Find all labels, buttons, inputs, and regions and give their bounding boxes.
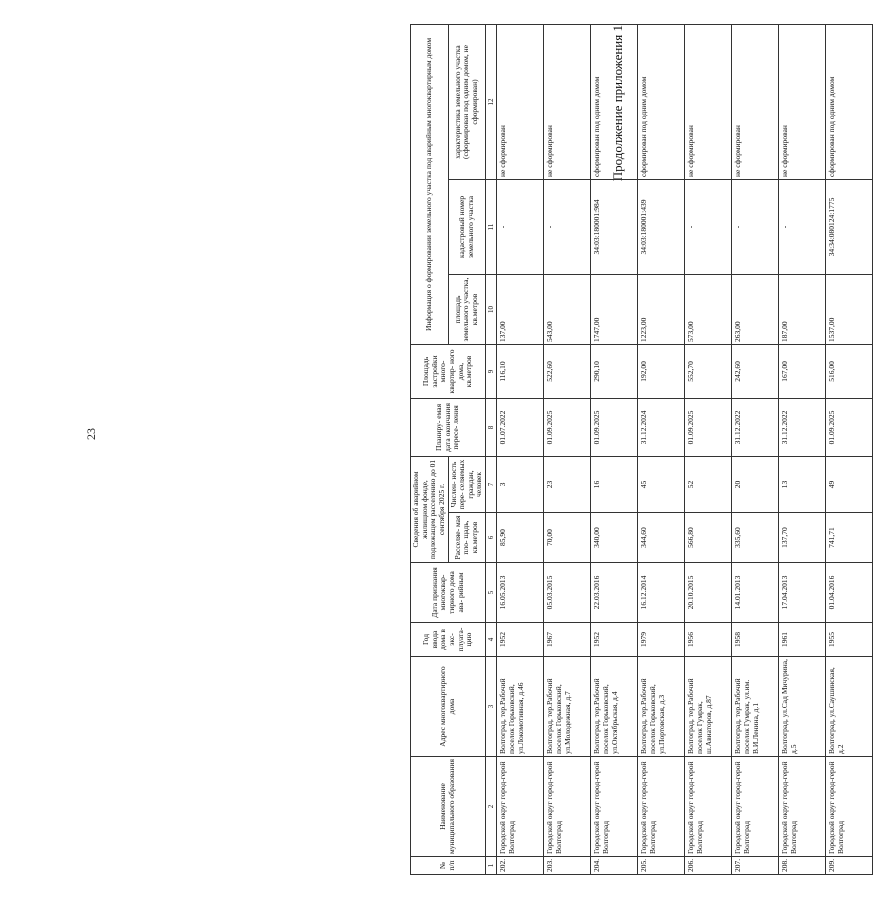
address-cell: Волгоград, тер.Рабочий поселок Горьковский, ул.Октябрьская, д.4 xyxy=(591,657,638,757)
row-number: 208. xyxy=(779,857,826,875)
row-number: 206. xyxy=(685,857,732,875)
row-number: 205. xyxy=(638,857,685,875)
address-cell: Волгоград, тер.Рабочий поселок Горьковский, ул.Локомотивная, д.46 xyxy=(497,657,544,757)
land-char-cell: не сформирован xyxy=(685,24,732,179)
header-group-fund: Сведения об аварийном жилищном фонде, подлежащем расселению до 01 сентября 2025 г. xyxy=(411,456,449,562)
address-cell: Волгоград, тер.Рабочий поселок Горьковский, ул.Портовская, д.3 xyxy=(638,657,685,757)
residents-cell: 23 xyxy=(544,456,591,512)
land-char-cell: не сформирован xyxy=(497,24,544,179)
date-cell: 14.01.2013 xyxy=(732,563,779,623)
table-row xyxy=(685,24,732,874)
building-area-cell: 290,10 xyxy=(591,344,638,398)
date-cell: 16.12.2014 xyxy=(638,563,685,623)
header-address: Адрес многоквартирного дома xyxy=(411,657,486,757)
municipality-cell: Городской округ город-герой Волгоград xyxy=(591,757,638,857)
planned-end-cell: 01.09.2025 xyxy=(826,398,873,456)
header-no: № п/п xyxy=(411,857,486,875)
year-cell: 1952 xyxy=(591,623,638,657)
planned-end-cell: 31.12.2022 xyxy=(732,398,779,456)
table-row xyxy=(779,24,826,874)
residents-cell: 16 xyxy=(591,456,638,512)
year-cell: 1956 xyxy=(685,623,732,657)
row-number: 202. xyxy=(497,857,544,875)
building-area-cell: 552,70 xyxy=(685,344,732,398)
area-cell: 70,00 xyxy=(544,513,591,563)
year-cell: 1967 xyxy=(544,623,591,657)
row-number: 209. xyxy=(826,857,873,875)
col-number: 10 xyxy=(486,274,497,344)
land-char-cell: сформирован под одним домом xyxy=(638,24,685,179)
building-area-cell: 516,00 xyxy=(826,344,873,398)
table-row xyxy=(497,24,544,874)
planned-end-cell: 01.09.2025 xyxy=(544,398,591,456)
cadastral-cell: - xyxy=(779,179,826,274)
row-number: 207. xyxy=(732,857,779,875)
building-area-cell: 522,60 xyxy=(544,344,591,398)
municipality-cell: Городской округ город-герой Волгоград xyxy=(544,757,591,857)
date-cell: 16.05.2013 xyxy=(497,563,544,623)
cadastral-cell: 34:34:080124:1775 xyxy=(826,179,873,274)
table-row xyxy=(544,24,591,874)
col-number: 1 xyxy=(486,857,497,875)
header-date-recognized: Дата признания многоквар- тирного дома ава- рийным xyxy=(411,563,486,623)
col-number: 3 xyxy=(486,657,497,757)
cadastral-cell: 34:03:180001:984 xyxy=(591,179,638,274)
year-cell: 1961 xyxy=(779,623,826,657)
date-cell: 17.04.2013 xyxy=(779,563,826,623)
area-cell: 566,80 xyxy=(685,513,732,563)
building-area-cell: 116,10 xyxy=(497,344,544,398)
residents-cell: 45 xyxy=(638,456,685,512)
col-number: 9 xyxy=(486,344,497,398)
municipality-cell: Городской округ город-герой Волгоград xyxy=(732,757,779,857)
date-cell: 22.03.2016 xyxy=(591,563,638,623)
building-area-cell: 167,00 xyxy=(779,344,826,398)
col-number: 12 xyxy=(486,24,497,179)
planned-end-cell: 01.07.2022 xyxy=(497,398,544,456)
header-resettled-area: Расселяе- мая пло- щадь, кв.метров xyxy=(448,513,486,563)
residents-cell: 49 xyxy=(826,456,873,512)
planned-end-cell: 01.09.2025 xyxy=(591,398,638,456)
land-area-cell: 573,00 xyxy=(685,274,732,344)
date-cell: 01.04.2016 xyxy=(826,563,873,623)
cadastral-cell: - xyxy=(732,179,779,274)
municipality-cell: Городской округ город-герой Волгоград xyxy=(826,757,873,857)
land-area-cell: 1747,00 xyxy=(591,274,638,344)
municipality-cell: Городской округ город-герой Волгоград xyxy=(497,757,544,857)
address-cell: Волгоград, тер.Рабочий поселок Гумрак, ш.Авиаторов, д.87 xyxy=(685,657,732,757)
cadastral-cell: - xyxy=(497,179,544,274)
col-number: 6 xyxy=(486,513,497,563)
residents-cell: 3 xyxy=(497,456,544,512)
annex-caption: Продолжение приложения 1 xyxy=(610,25,625,182)
planned-end-cell: 01.09.2025 xyxy=(685,398,732,456)
building-area-cell: 192,00 xyxy=(638,344,685,398)
address-cell: Волгоград, тер.Рабочий поселок Гумрак, ул.им. В.И.Ленина, д.1 xyxy=(732,657,779,757)
page-number: 23 xyxy=(84,428,98,440)
year-cell: 1955 xyxy=(826,623,873,657)
land-area-cell: 1537,00 xyxy=(826,274,873,344)
municipality-cell: Городской округ город-герой Волгоград xyxy=(638,757,685,857)
table-row xyxy=(826,24,873,874)
col-number: 5 xyxy=(486,563,497,623)
emergency-housing-table xyxy=(410,24,873,875)
table-row xyxy=(638,24,685,874)
header-planned-end: Планиру- емая дата окончания пересе- ления xyxy=(411,398,486,456)
cadastral-cell: - xyxy=(685,179,732,274)
table-row xyxy=(732,24,779,874)
year-cell: 1958 xyxy=(732,623,779,657)
header-building-area: Площадь застройки много- квартир- ного дома, кв.метров xyxy=(411,344,486,398)
area-cell: 335,60 xyxy=(732,513,779,563)
cadastral-cell: 34:03:180001:439 xyxy=(638,179,685,274)
address-cell: Волгоград, тер.Рабочий поселок Горьковский, ул.Молодежная, д.7 xyxy=(544,657,591,757)
row-number: 204. xyxy=(591,857,638,875)
residents-cell: 52 xyxy=(685,456,732,512)
cadastral-cell: - xyxy=(544,179,591,274)
land-area-cell: 187,00 xyxy=(779,274,826,344)
planned-end-cell: 31.12.2024 xyxy=(638,398,685,456)
col-number: 7 xyxy=(486,456,497,512)
residents-cell: 20 xyxy=(732,456,779,512)
col-number: 11 xyxy=(486,179,497,274)
header-group-land: Информация о формировании земельного участка под аварийным многоквартирным домом xyxy=(411,24,449,344)
date-cell: 20.10.2015 xyxy=(685,563,732,623)
col-number: 2 xyxy=(486,757,497,857)
land-char-cell: не сформирован xyxy=(732,24,779,179)
area-cell: 85,90 xyxy=(497,513,544,563)
col-number: 8 xyxy=(486,398,497,456)
area-cell: 340,00 xyxy=(591,513,638,563)
land-area-cell: 1223,00 xyxy=(638,274,685,344)
area-cell: 741,71 xyxy=(826,513,873,563)
header-municipality: Наименование муниципального образования xyxy=(411,757,486,857)
year-cell: 1952 xyxy=(497,623,544,657)
column-number-row xyxy=(486,24,497,874)
land-area-cell: 263,00 xyxy=(732,274,779,344)
header-residents: Числен- ность пере- селяемых граждан, человек xyxy=(448,456,486,512)
table-row xyxy=(591,24,638,874)
planned-end-cell: 31.12.2022 xyxy=(779,398,826,456)
header-land-area: площадь земельного участка, кв.метров xyxy=(448,274,486,344)
row-number: 203. xyxy=(544,857,591,875)
area-cell: 344,60 xyxy=(638,513,685,563)
building-area-cell: 242,60 xyxy=(732,344,779,398)
land-area-cell: 137,00 xyxy=(497,274,544,344)
residents-cell: 13 xyxy=(779,456,826,512)
address-cell: Волгоград, ул.Сад Мичурина, д.5 xyxy=(779,657,826,757)
year-cell: 1979 xyxy=(638,623,685,657)
municipality-cell: Городской округ город-герой Волгоград xyxy=(685,757,732,857)
header-land-char: характеристика земельного участка (сформирован под одним домом, не сформирован) xyxy=(448,24,486,179)
header-cadastral: кадастровый номер земельного участка xyxy=(448,179,486,274)
col-number: 4 xyxy=(486,623,497,657)
municipality-cell: Городской округ город-герой Волгоград xyxy=(779,757,826,857)
land-char-cell: не сформирован xyxy=(544,24,591,179)
land-char-cell: сформирован под одним домом xyxy=(826,24,873,179)
land-char-cell: сформирован под одним домом xyxy=(591,24,638,179)
date-cell: 05.03.2015 xyxy=(544,563,591,623)
address-cell: Волгоград, ул.Саушинская, д.2 xyxy=(826,657,873,757)
land-area-cell: 543,00 xyxy=(544,274,591,344)
land-char-cell: не сформирован xyxy=(779,24,826,179)
header-year: Год ввода дома в экс- плуата- цию xyxy=(411,623,486,657)
area-cell: 137,70 xyxy=(779,513,826,563)
